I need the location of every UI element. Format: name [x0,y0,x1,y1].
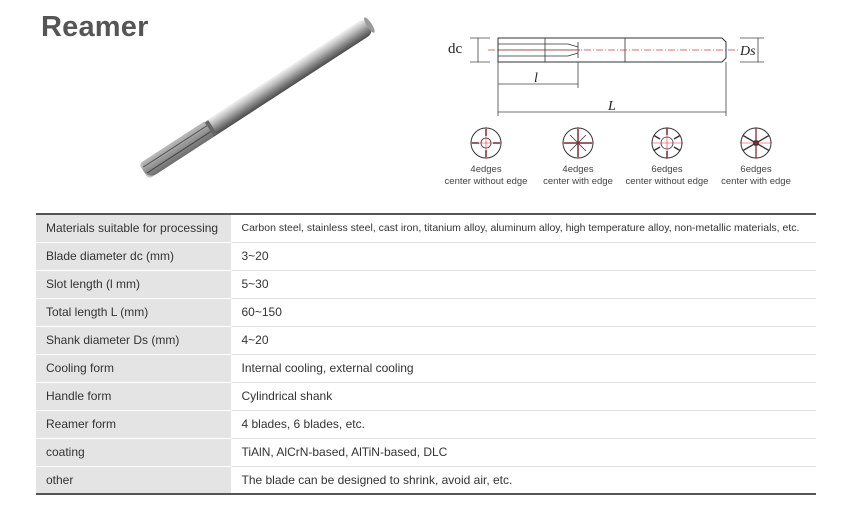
table-row [36,354,816,382]
spec-value: Internal cooling, external cooling [231,354,816,382]
edge-type-desc: center with edge [543,176,613,187]
table-row [36,270,816,298]
spec-value: TiAlN, AlCrN-based, AlTiN-based, DLC [231,438,816,466]
spec-key: other [36,466,231,494]
spec-value: 4~20 [231,326,816,354]
edge-type-item [706,126,806,188]
spec-key: Shank diameter Ds (mm) [36,326,231,354]
edge-type-count: 4edges [562,164,594,175]
edge-type-list [436,126,808,196]
table-row [36,298,816,326]
reamer-section-6-edge-center-icon [739,126,773,160]
l-label: l [534,71,538,86]
reamer-section-6-edge-icon [650,126,684,160]
spec-key: Materials suitable for processing [36,214,231,242]
table-row [36,326,816,354]
spec-table [36,213,816,495]
spec-key: Handle form [36,382,231,410]
reamer-section-4-edge-icon [469,126,503,160]
table-row [36,382,816,410]
spec-key: Total length L (mm) [36,298,231,326]
edge-type-item [436,126,536,188]
edge-type-item [528,126,628,188]
spec-value: 5~30 [231,270,816,298]
spec-value: 60~150 [231,298,816,326]
spec-value: 3~20 [231,242,816,270]
edge-type-desc: center with edge [721,176,791,187]
edge-type-count: 6edges [651,164,683,175]
reamer-product-image [112,14,402,182]
edge-type-item [617,126,717,188]
table-row [36,466,816,494]
spec-key: coating [36,438,231,466]
page-title: Reamer [41,11,149,43]
spec-key: Cooling form [36,354,231,382]
spec-value: The blade can be designed to shrink, avoid air, etc. [231,466,816,494]
reamer-section-4-edge-center-icon [561,126,595,160]
dimension-diagram [440,26,800,126]
spec-key: Slot length (l mm) [36,270,231,298]
dc-label: dc [448,41,463,57]
spec-value: Cylindrical shank [231,382,816,410]
table-row [36,438,816,466]
edge-type-count: 6edges [740,164,772,175]
edge-type-desc: center without edge [625,176,709,187]
spec-value: Carbon steel, stainless steel, cast iron, titanium alloy, aluminum alloy, high temperature alloy, non-metallic materials, etc. [231,214,816,242]
L-label: L [608,99,616,114]
table-row [36,214,816,242]
edge-type-count: 4edges [470,164,502,175]
edge-type-desc: center without edge [444,176,528,187]
spec-key: Reamer form [36,410,231,438]
spec-value: 4 blades, 6 blades, etc. [231,410,816,438]
spec-key: Blade diameter dc (mm) [36,242,231,270]
table-row [36,242,816,270]
table-row [36,410,816,438]
ds-label: Ds [740,44,756,59]
